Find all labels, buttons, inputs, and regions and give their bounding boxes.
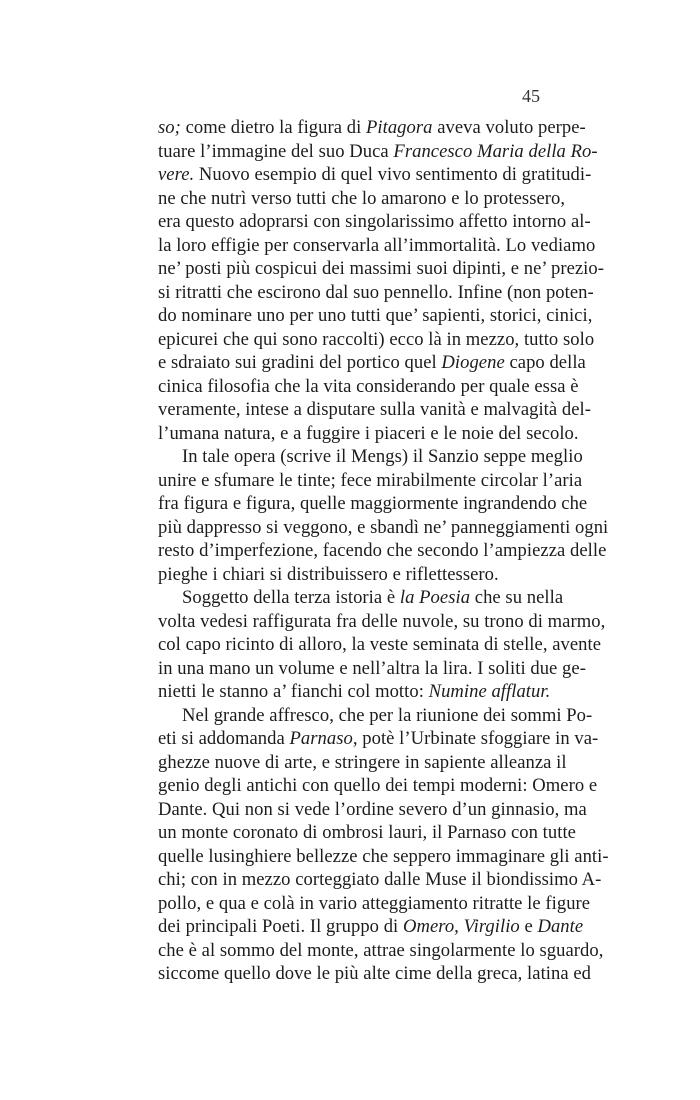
italic-text: Francesco Maria della Ro- bbox=[393, 140, 598, 162]
text-line bbox=[158, 398, 592, 422]
text-line bbox=[158, 657, 586, 681]
text-line bbox=[158, 539, 607, 563]
italic-text: vere. bbox=[158, 164, 195, 185]
text-segment: si ritratti che escirono dal suo pennello. Infine (non poten- bbox=[158, 281, 594, 303]
text-segment: do nominare uno per uno tutti que’ sapienti, storici, cinici, bbox=[158, 305, 593, 326]
text-segment: aveva voluto perpe- bbox=[432, 117, 586, 138]
text-line bbox=[158, 210, 591, 234]
italic-text: Pitagora bbox=[365, 117, 433, 138]
text-line bbox=[158, 116, 586, 140]
text-segment: Dante. Qui non si vede l’ordine severo d’un ginnasio, ma bbox=[158, 798, 587, 820]
text-segment: e bbox=[519, 916, 538, 937]
text-segment: genio degli antichi con quello dei tempi moderni: Omero e bbox=[158, 775, 598, 796]
text-segment: un monte coronato di ombrosi lauri, il Parnaso con tutte bbox=[158, 822, 576, 843]
text-segment: veramente, intese a disputare sulla vanità e malvagità del- bbox=[158, 399, 592, 420]
text-line bbox=[158, 492, 588, 516]
text-line bbox=[158, 351, 586, 375]
italic-text: Diogene bbox=[441, 352, 505, 373]
italic-text: Omero, Virgilio bbox=[402, 916, 520, 937]
text-segment: siccome quello dove le più alte cime della greca, latina ed bbox=[158, 963, 592, 984]
text-line bbox=[158, 516, 609, 540]
text-line bbox=[158, 610, 606, 634]
text-segment: era questo adoprarsi con singolarissimo affetto intorno al- bbox=[158, 211, 591, 232]
text-line bbox=[158, 704, 593, 728]
text-segment: e sdraiato sui gradini del portico quel bbox=[158, 352, 442, 373]
text-segment: unire e sfumare le tinte; fece mirabilmente circolar l’aria bbox=[158, 469, 583, 491]
text-line bbox=[158, 727, 599, 751]
text-line bbox=[158, 140, 598, 164]
italic-text: Dante bbox=[537, 916, 584, 937]
text-line bbox=[158, 915, 584, 939]
text-line bbox=[158, 680, 551, 704]
text-segment: capo della bbox=[504, 352, 586, 373]
text-segment: che su nella bbox=[470, 587, 564, 608]
text-line bbox=[158, 633, 602, 657]
text-line bbox=[158, 939, 604, 963]
text-line bbox=[158, 774, 598, 798]
text-segment: ne che nutrì verso tutti che lo amarono e lo protessero, bbox=[158, 187, 566, 209]
text-segment: epicurei che qui sono raccolti) ecco là in mezzo, tutto solo bbox=[158, 328, 595, 350]
text-line bbox=[158, 892, 591, 916]
text-segment: che è al sommo del monte, attrae singolarmente lo sguardo, bbox=[158, 939, 604, 961]
text-line bbox=[158, 445, 583, 469]
text-line bbox=[158, 328, 595, 352]
text-segment: tuare l’immagine del suo Duca bbox=[158, 140, 394, 162]
text-segment: Nuovo esempio di quel vivo sentimento di gratitudi- bbox=[194, 164, 592, 185]
text-line bbox=[158, 821, 576, 845]
text-segment: Soggetto della terza istoria è bbox=[182, 587, 400, 608]
text-segment: nietti le stanno a’ fianchi col motto: bbox=[158, 681, 429, 702]
text-segment: eti si addomanda bbox=[158, 728, 290, 749]
text-segment: l’umana natura, e a fuggire i piaceri e le noie del secolo. bbox=[158, 422, 579, 444]
text-segment: resto d’imperfezione, facendo che secondo l’ampiezza delle bbox=[158, 540, 607, 561]
text-line bbox=[158, 469, 583, 493]
body-text bbox=[158, 116, 609, 986]
italic-text: la Poesia bbox=[399, 587, 471, 608]
text-segment: potè l’Urbinate sfoggiare in va- bbox=[357, 728, 599, 749]
text-segment: pollo, e qua e colà in vario atteggiamento ritratte le figure bbox=[158, 892, 591, 914]
text-segment: volta vedesi raffigurata fra delle nuvole, su trono di marmo, bbox=[158, 610, 606, 632]
text-line bbox=[158, 375, 579, 399]
text-line bbox=[158, 751, 567, 775]
text-segment: quelle lusinghiere bellezze che seppero immaginare gli anti- bbox=[158, 845, 609, 867]
text-segment: più dappresso si veggono, e sbandì ne’ panneggiamenti ogni bbox=[158, 516, 609, 538]
italic-text: Numine afflatur. bbox=[428, 681, 551, 702]
text-line bbox=[158, 586, 564, 610]
text-line bbox=[158, 422, 579, 446]
text-line bbox=[158, 304, 593, 328]
text-line bbox=[158, 798, 587, 822]
text-line bbox=[158, 163, 592, 187]
text-segment: in una mano un volume e nell’altra la lira. I soliti due ge- bbox=[158, 657, 586, 679]
text-segment: fra figura e figura, quelle maggiormente ingrandendo che bbox=[158, 493, 588, 514]
text-segment: Nel grande affresco, che per la riunione dei sommi Po- bbox=[182, 704, 593, 726]
text-segment: come dietro la figura di bbox=[185, 117, 366, 138]
text-line bbox=[158, 563, 540, 587]
text-line bbox=[158, 234, 596, 258]
text-line bbox=[158, 868, 602, 892]
text-segment: cinica filosofia che la vita considerando per quale essa è bbox=[158, 375, 579, 397]
text-segment: dei principali Poeti. Il gruppo di bbox=[158, 916, 403, 937]
text-segment: chi; con in mezzo corteggiato dalle Muse il biondissimo A- bbox=[158, 869, 602, 890]
text-line bbox=[158, 281, 594, 305]
text-line bbox=[158, 257, 604, 281]
italic-text: Parnaso, bbox=[289, 728, 358, 749]
text-segment: la loro effigie per conservarla all’immortalità. Lo vediamo bbox=[158, 234, 596, 256]
text-segment: pieghe i chiari si distribuissero e riflettessero. bbox=[158, 563, 499, 585]
text-line bbox=[158, 962, 592, 986]
page-number: 45 bbox=[522, 86, 540, 106]
text-segment: ghezze nuove di arte, e stringere in sapiente alleanza il bbox=[158, 751, 567, 773]
italic-text: so; bbox=[158, 117, 186, 138]
text-segment: In tale opera (scrive il Mengs) il Sanzio seppe meglio bbox=[182, 446, 583, 467]
text-line bbox=[158, 187, 566, 211]
text-segment: col capo ricinto di alloro, la veste seminata di stelle, avente bbox=[158, 634, 602, 655]
text-segment: ne’ posti più cospicui dei massimi suoi dipinti, e ne’ prezio- bbox=[158, 258, 604, 279]
text-line bbox=[158, 845, 609, 869]
